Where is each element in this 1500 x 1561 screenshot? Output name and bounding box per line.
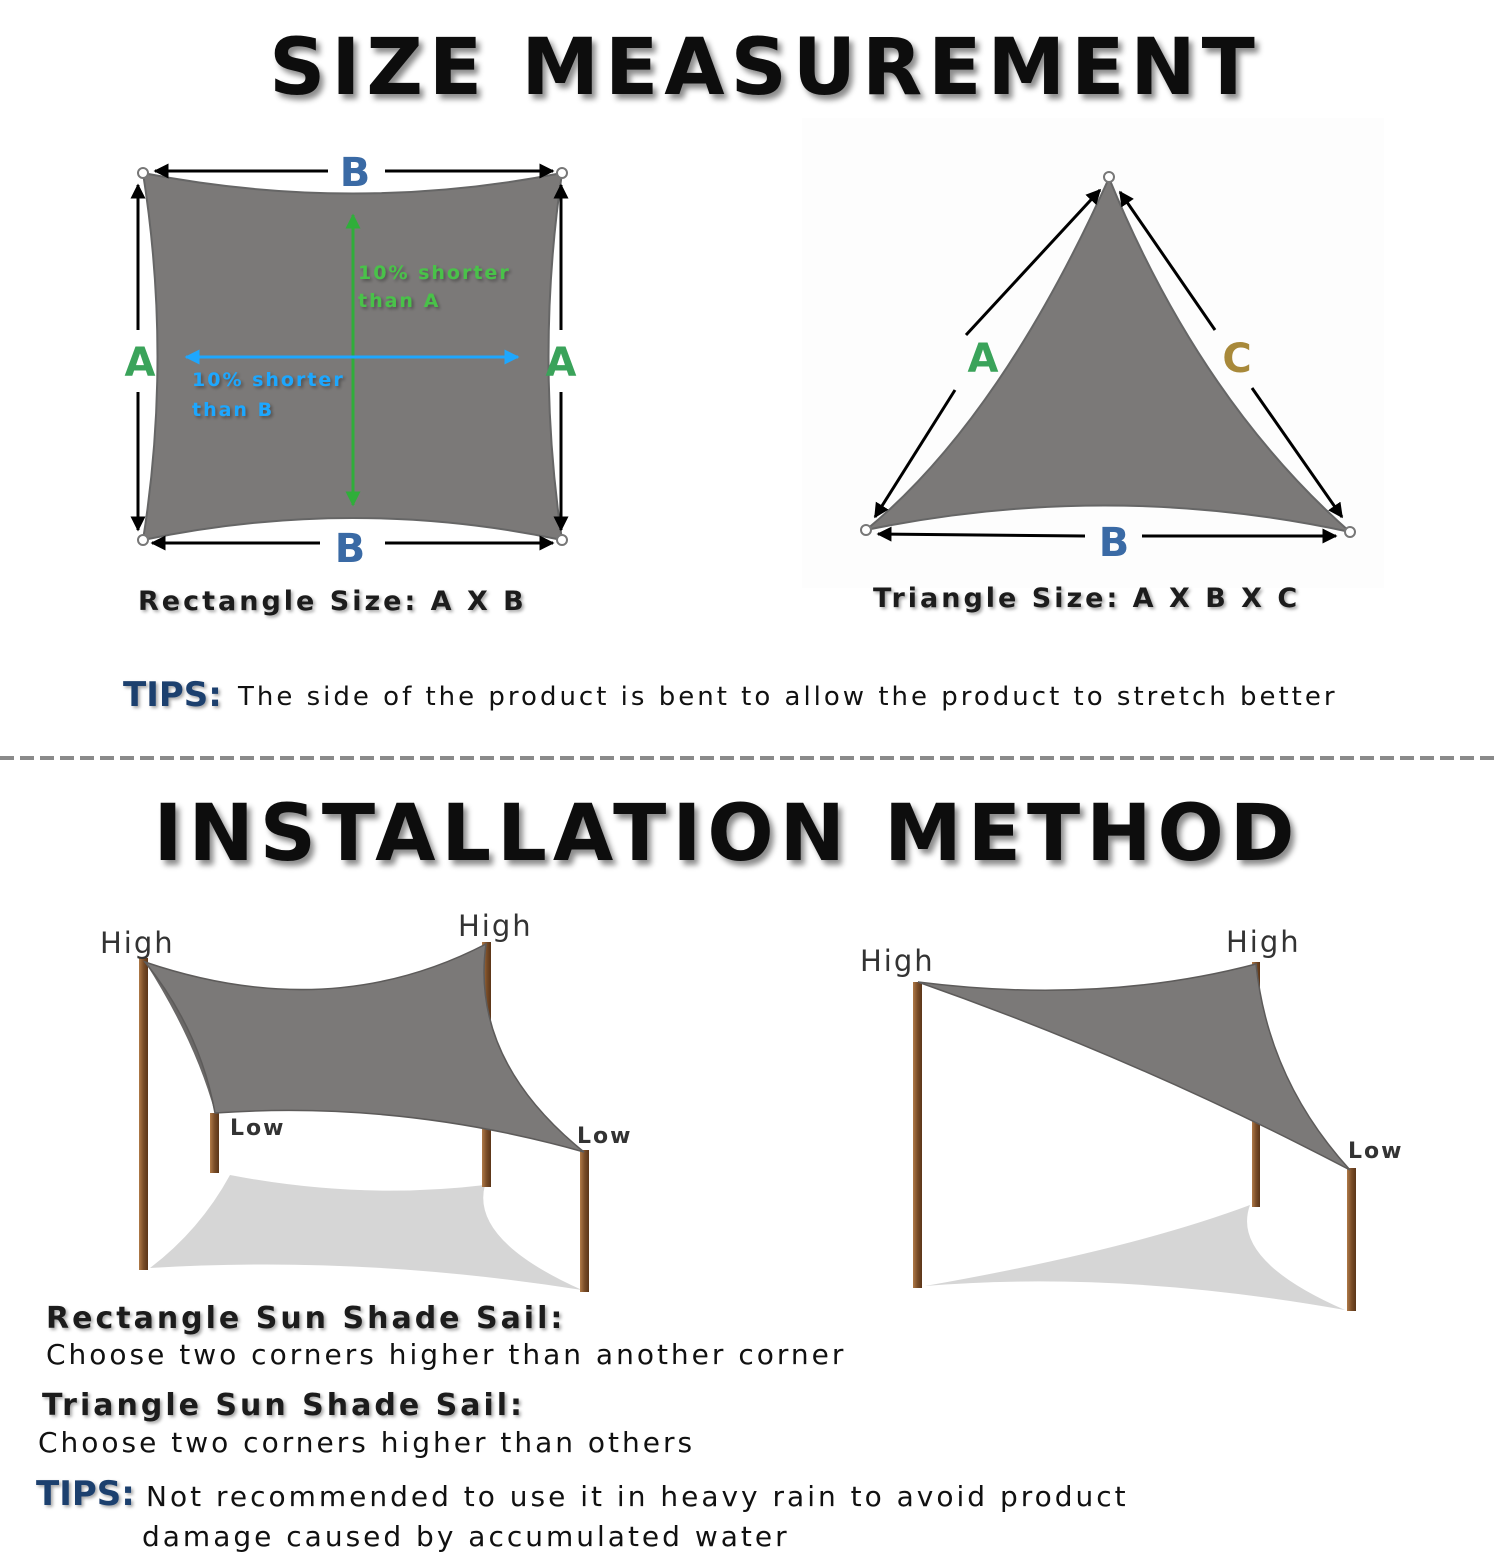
pole [580, 1150, 589, 1292]
pole [1347, 1168, 1356, 1311]
pole [913, 982, 922, 1288]
corner-ring [138, 168, 148, 178]
tips-label-1: TIPS: [123, 675, 222, 715]
rect-low-left-label: Low [230, 1116, 286, 1141]
pole [210, 1113, 219, 1173]
tri-label-a: A [967, 336, 999, 382]
tri-install-heading: Triangle Sun Shade Sail: [42, 1388, 526, 1423]
corner-ring [557, 535, 567, 545]
rect-install-text: Choose two corners higher than another corner [46, 1338, 847, 1371]
size-title: SIZE MEASUREMENT [269, 23, 1261, 113]
corner-ring [1345, 527, 1355, 537]
corner-ring [138, 535, 148, 545]
note-horizontal-line2: than B [192, 399, 275, 421]
triangle-sail-installed [918, 964, 1350, 1170]
triangle-diagram [802, 118, 1384, 614]
arrow-b-left [878, 534, 1085, 536]
tips-label-2: TIPS: [36, 1474, 135, 1514]
rectangle-diagram [125, 150, 577, 617]
corner-ring [1104, 172, 1114, 182]
tips-text-1: The side of the product is bent to allow the product to stretch better [238, 682, 1338, 712]
tips-text-2-line2: damage caused by accumulated water [142, 1520, 790, 1553]
pole [139, 958, 148, 1270]
tri-high-left-label: High [860, 944, 935, 978]
note-vertical-line1: 10% shorter [358, 262, 511, 284]
tri-high-right-label: High [1226, 925, 1301, 959]
rectangle-caption: Rectangle Size: A X B [138, 586, 527, 617]
install-title: INSTALLATION METHOD [153, 789, 1301, 879]
corner-ring [557, 168, 567, 178]
rectangle-install-diagram [100, 909, 632, 1292]
ground-shadow [925, 1205, 1345, 1310]
ground-shadow [150, 1175, 582, 1290]
tri-install-text: Choose two corners higher than others [38, 1426, 696, 1459]
tri-low-label: Low [1348, 1139, 1404, 1164]
rect-label-b-top: B [339, 150, 371, 196]
rect-low-right-label: Low [577, 1124, 633, 1149]
triangle-caption: Triangle Size: A X B X C [873, 583, 1301, 614]
rect-label-b-bottom: B [334, 526, 366, 572]
tri-label-b: B [1098, 520, 1130, 566]
rect-high-right-label: High [458, 909, 533, 943]
corner-ring [861, 525, 871, 535]
tips-text-2-line1: Not recommended to use it in heavy rain to avoid product [146, 1480, 1129, 1513]
triangle-install-diagram [860, 925, 1403, 1311]
rect-high-left-label: High [100, 926, 175, 960]
tri-label-c: C [1222, 336, 1252, 382]
note-horizontal-line1: 10% shorter [192, 369, 345, 391]
rect-label-a-left: A [124, 340, 156, 386]
note-vertical-line2: than A [358, 290, 441, 312]
rect-label-a-right: A [545, 340, 577, 386]
rect-install-heading: Rectangle Sun Shade Sail: [46, 1301, 566, 1336]
